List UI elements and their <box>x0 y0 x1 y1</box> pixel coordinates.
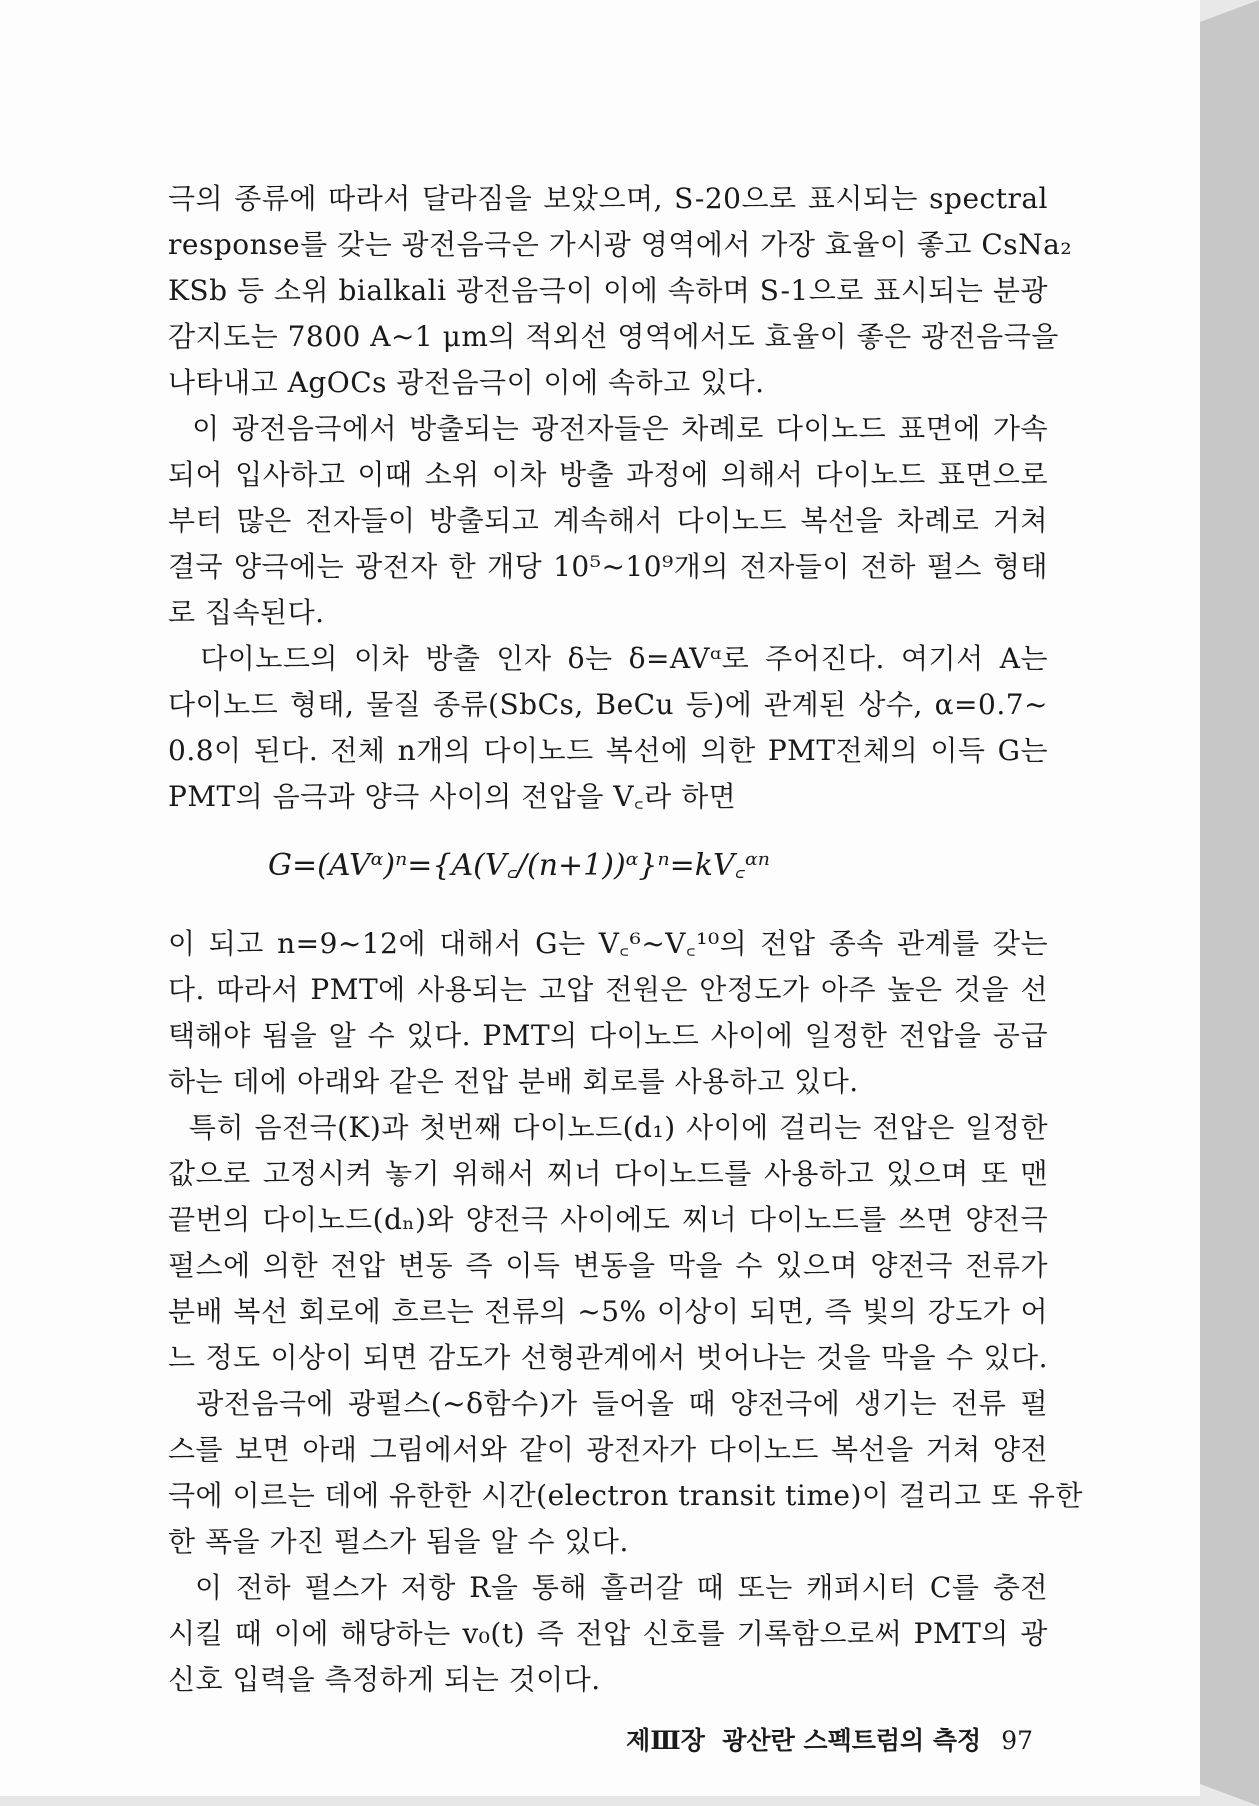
text-line: 분배 복선 회로에 흐르는 전류의 ~5% 이상이 되면, 즉 빛의 강도가 어 <box>168 1295 1048 1328</box>
page-stack-edge <box>1200 0 1259 1806</box>
text-line: 한 폭을 가진 펄스가 됨을 알 수 있다. <box>168 1525 629 1558</box>
text-line: 나타내고 AgOCs 광전음극이 이에 속하고 있다. <box>168 366 765 399</box>
text-line: 값으로 고정시켜 놓기 위해서 찌너 다이노드를 사용하고 있으며 또 맨 <box>168 1157 1048 1190</box>
page-number: 97 <box>1001 1726 1033 1755</box>
text-line: 펄스에 의한 전압 변동 즉 이득 변동을 막을 수 있으며 양전극 전류가 <box>168 1249 1048 1282</box>
page-bottom-edge <box>0 1796 1200 1806</box>
text-line: 로 집속된다. <box>168 596 325 629</box>
page-edge-top-corner <box>1200 0 1259 22</box>
text-line: 다이노드의 이차 방출 인자 δ는 δ=AVᵅ로 주어진다. 여기서 A는 <box>168 642 1048 675</box>
text-line: 되어 입사하고 이때 소위 이차 방출 과정에 의해서 다이노드 표면으로 <box>168 458 1048 491</box>
text-line: 하는 데에 아래와 같은 전압 분배 회로를 사용하고 있다. <box>168 1065 859 1098</box>
text-line: 0.8이 된다. 전체 n개의 다이노드 복선에 의한 PMT전체의 이득 G는 <box>168 734 1048 767</box>
running-footer <box>168 1721 1033 1757</box>
text-line: 극의 종류에 따라서 달라짐을 보았으며, S-20으로 표시되는 spectral <box>168 182 1048 215</box>
text-line: 다. 따라서 PMT에 사용되는 고압 전원은 안정도가 아주 높은 것을 선 <box>168 973 1048 1006</box>
text-line: 이 광전음극에서 방출되는 광전자들은 차례로 다이노드 표면에 가속 <box>168 412 1048 445</box>
text-line: 느 정도 이상이 되면 감도가 선형관계에서 벗어나는 것을 막을 수 있다. <box>168 1341 1048 1374</box>
text-line: PMT의 음극과 양극 사이의 전압을 V꜀라 하면 <box>168 780 737 813</box>
text-line: 결국 양극에는 광전자 한 개당 10⁵~10⁹개의 전자들이 전하 펄스 형태 <box>168 550 1048 583</box>
text-line: KSb 등 소위 bialkali 광전음극이 이에 속하며 S-1으로 표시되는 분광 <box>168 274 1048 307</box>
text-line: 이 되고 n=9~12에 대해서 G는 V꜀⁶~V꜀¹⁰의 전압 종속 관계를 갖는 <box>168 927 1048 960</box>
gain-formula: G=(AVᵅ)ⁿ={A(V꜀/(n+1))ᵅ}ⁿ=kV꜀ᵅⁿ <box>268 848 770 883</box>
page-edge-bottom-corner <box>1200 1784 1259 1806</box>
text-line: 광전음극에 광펄스(~δ함수)가 들어올 때 양전극에 생기는 전류 펄 <box>168 1387 1048 1420</box>
text-line: 스를 보면 아래 그림에서와 같이 광전자가 다이노드 복선을 거쳐 양전 <box>168 1433 1048 1466</box>
text-line: 끝번의 다이노드(dₙ)와 양전극 사이에도 찌너 다이노드를 쓰면 양전극 <box>168 1203 1048 1236</box>
text-line: 신호 입력을 측정하게 되는 것이다. <box>168 1663 601 1696</box>
text-line: 시킬 때 이에 해당하는 v₀(t) 즉 전압 신호를 기록함으로써 PMT의 광 <box>168 1617 1048 1650</box>
text-line: 감지도는 7800 A~1 μm의 적외선 영역에서도 효율이 좋은 광전음극을 <box>168 320 1059 353</box>
text-line: 특히 음전극(K)과 첫번째 다이노드(d₁) 사이에 걸리는 전압은 일정한 <box>168 1111 1048 1144</box>
text-line: 택해야 됨을 알 수 있다. PMT의 다이노드 사이에 일정한 전압을 공급 <box>168 1019 1048 1052</box>
chapter-title: 제Ⅲ장 광산란 스펙트럼의 측정 <box>626 1726 982 1755</box>
text-line: 극에 이르는 데에 유한한 시간(electron transit time)이 걸리고 또 유한 <box>168 1479 1083 1512</box>
text-line: 이 전하 펄스가 저항 R을 통해 흘러갈 때 또는 캐퍼시터 C를 충전 <box>168 1571 1048 1604</box>
text-line: 부터 많은 전자들이 방출되고 계속해서 다이노드 복선을 차례로 거쳐 <box>168 504 1048 537</box>
text-line: 다이노드 형태, 물질 종류(SbCs, BeCu 등)에 관계된 상수, α=0.7~ <box>168 688 1048 721</box>
text-line: response를 갖는 광전음극은 가시광 영역에서 가장 효율이 좋고 CsNa₂ <box>168 228 1073 261</box>
